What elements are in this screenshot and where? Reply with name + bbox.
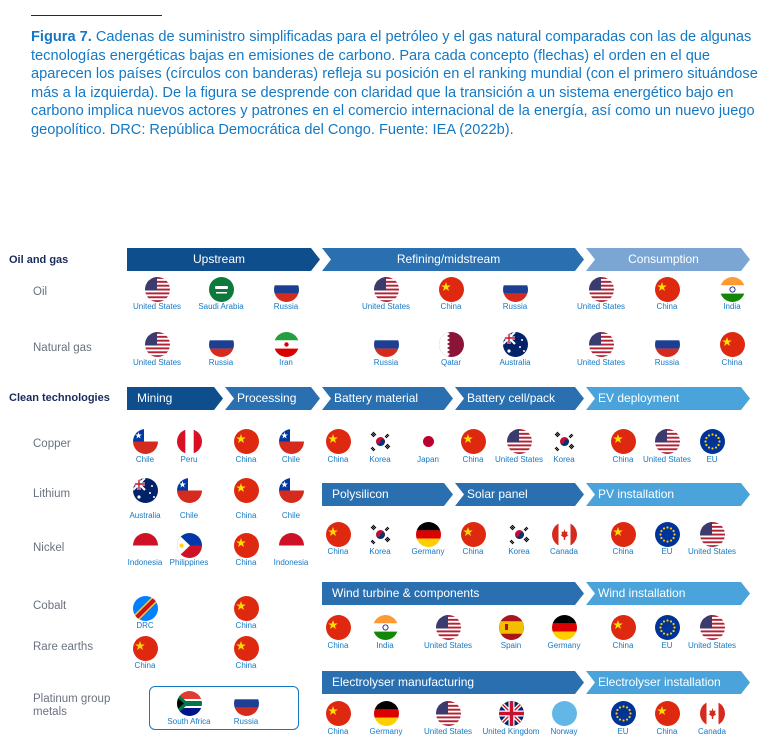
country-label: Korea [369, 547, 391, 556]
flag-us-icon [145, 277, 170, 302]
flag-us-icon [589, 277, 614, 302]
row-label-cobalt: Cobalt [33, 600, 67, 612]
country-label: China [235, 621, 257, 630]
flag-cn-icon [461, 522, 486, 547]
country-label: Norway [550, 727, 578, 736]
country-label: United States [361, 302, 411, 311]
country-label: Spain [500, 641, 522, 650]
country-label: China [327, 455, 349, 464]
flag-eu-icon [655, 522, 680, 547]
chevron-electro-man [322, 671, 584, 694]
figure-caption-text: Cadenas de suministro simplificadas para el petróleo y el gas natural comparadas con las de algunas tecnologías energéticas bajas en emisiones de carbono. Para cada concepto (flechas) el orden en el que aparecen los países (círculos con banderas) refleja su posición en el ranking mundial (con el primero situándose más a la izquierda). De la figura se desprende con claridad que la transición a un sistema energético bajo en carbono implica nuevos actores y patrones en el comercio internacional de la energía, así como un nuevo juego geopolítico. DRC: República Democrática del Congo. Fuente: IEA (2022b). [31, 29, 758, 138]
chevron-label: Processing [237, 391, 297, 405]
country-label: Canada [549, 547, 579, 556]
country-label: India [723, 302, 741, 311]
country-label: Russia [502, 302, 528, 311]
country-label: United States [132, 302, 182, 311]
chevron-solar [455, 483, 584, 506]
country-label: United States [423, 641, 473, 650]
flag-ru-icon [209, 332, 234, 357]
flag-cl-icon [177, 478, 202, 503]
flag-de-icon [552, 615, 577, 640]
flag-id-icon [133, 533, 158, 558]
chevron-wind-comp [322, 582, 584, 605]
flag-eu-icon [655, 615, 680, 640]
chevron-label: Consumption [628, 252, 699, 266]
flag-cn-icon [439, 277, 464, 302]
chevron-battery-material [322, 387, 453, 410]
country-label: Indonesia [127, 558, 163, 567]
flag-kr-icon [552, 429, 577, 454]
row-label-nickel: Nickel [33, 542, 65, 554]
chevron-wind-inst [586, 582, 750, 605]
flag-ru-icon [655, 332, 680, 357]
chevron-label: PV installation [598, 487, 675, 501]
flag-au-icon [133, 478, 158, 503]
flag-cn-icon [326, 615, 351, 640]
flag-cn-icon [326, 522, 351, 547]
flag-sa-icon [209, 277, 234, 302]
flag-au-icon [503, 332, 528, 357]
country-label: China [235, 661, 257, 670]
country-label: Chile [281, 455, 301, 464]
country-label: China [721, 358, 743, 367]
flag-cn-icon [461, 429, 486, 454]
flag-ru-icon [274, 277, 299, 302]
flag-us-icon [700, 522, 725, 547]
flag-cn-icon [234, 636, 259, 661]
country-label: United States [687, 547, 737, 556]
country-label: South Africa [167, 717, 211, 726]
row-label-pgm: Platinum group metals [33, 693, 111, 718]
flag-ca-icon [552, 522, 577, 547]
flag-qa-icon [439, 332, 464, 357]
chevron-label: Wind installation [598, 586, 686, 600]
chevron-label: Upstream [192, 252, 245, 266]
country-label: DRC [136, 621, 154, 630]
country-label: Japan [417, 455, 439, 464]
country-label: Australia [129, 511, 161, 520]
flag-us-icon [700, 615, 725, 640]
country-label: China [327, 641, 349, 650]
flag-de-icon [374, 701, 399, 726]
row-label-copper: Copper [33, 438, 71, 450]
country-label: Russia [208, 358, 234, 367]
row-label-oil: Oil [33, 286, 48, 298]
country-label: Russia [654, 358, 680, 367]
flag-us-icon [436, 615, 461, 640]
country-label: India [376, 641, 394, 650]
country-label: EU [661, 547, 673, 556]
country-label: EU [617, 727, 629, 736]
flag-cl-icon [133, 429, 158, 454]
chevron-label: Battery material [334, 391, 419, 405]
country-label: EU [661, 641, 673, 650]
country-label: China [462, 547, 484, 556]
chevron-ev [586, 387, 750, 410]
flag-cn-icon [234, 596, 259, 621]
chevron-label: EV deployment [598, 391, 680, 405]
country-label: United States [687, 641, 737, 650]
row-label-gas: Natural gas [33, 342, 92, 354]
chevron-label: Solar panel [467, 487, 528, 501]
row-label-lithium: Lithium [33, 488, 71, 500]
country-label: United States [642, 455, 692, 464]
flag-ru-icon [234, 691, 259, 716]
flag-uk-icon [499, 701, 524, 726]
country-label: Korea [553, 455, 575, 464]
country-label: Chile [135, 455, 155, 464]
country-label: China [235, 455, 257, 464]
row-label-rare: Rare earths [33, 641, 94, 653]
country-label: Qatar [440, 358, 461, 367]
country-label: Germany [411, 547, 445, 556]
country-label: Germany [369, 727, 403, 736]
flag-cn-icon [234, 478, 259, 503]
country-label: Philippines [169, 558, 209, 567]
flag-za-icon [177, 691, 202, 716]
chevron-label: Polysilicon [332, 487, 389, 501]
country-label: United States [576, 358, 626, 367]
country-label: Chile [281, 511, 301, 520]
country-label: Peru [180, 455, 198, 464]
flag-pe-icon [177, 429, 202, 454]
flag-cn-icon [326, 701, 351, 726]
country-label: China [612, 547, 634, 556]
flag-id-icon [279, 533, 304, 558]
country-label: China [327, 547, 349, 556]
flag-eu-icon [700, 429, 725, 454]
flag-cn-icon [611, 615, 636, 640]
flag-cn-icon [611, 429, 636, 454]
flag-cn-icon [611, 522, 636, 547]
flag-us-icon [436, 701, 461, 726]
flag-cn-icon [655, 701, 680, 726]
country-label: Germany [547, 641, 581, 650]
flag-us-icon [145, 332, 170, 357]
flag-de-icon [416, 522, 441, 547]
chevron-consumption [586, 248, 750, 271]
chevron-electro-inst [586, 671, 750, 694]
flag-kr-icon [368, 522, 393, 547]
country-label: China [462, 455, 484, 464]
section-clean: Clean technologies [9, 392, 110, 404]
country-label: Indonesia [273, 558, 309, 567]
country-label: Korea [508, 547, 530, 556]
flag-cn-icon [234, 429, 259, 454]
country-label: Saudi Arabia [198, 302, 244, 311]
country-label: China [612, 641, 634, 650]
flag-cn-icon [720, 332, 745, 357]
chevron-battery-cell [455, 387, 584, 410]
country-label: China [235, 511, 257, 520]
country-label: Chile [179, 511, 199, 520]
country-label: United States [494, 455, 544, 464]
figure-label: Figura 7. [31, 29, 92, 45]
flag-us-icon [589, 332, 614, 357]
flag-ph-icon [177, 533, 202, 558]
flag-cl-icon [279, 429, 304, 454]
flag-in-icon [720, 277, 745, 302]
flag-us-icon [374, 277, 399, 302]
chevron-polysilicon [322, 483, 453, 506]
country-label: China [327, 727, 349, 736]
country-label: China [235, 558, 257, 567]
flag-in-icon [373, 615, 398, 640]
chevron-label: Electrolyser installation [598, 675, 721, 689]
chevron-label: Mining [137, 391, 173, 405]
chevron-label: Battery cell/pack [467, 391, 556, 405]
flag-jp-icon [416, 429, 441, 454]
flag-cd-icon [133, 596, 158, 621]
country-label: Australia [499, 358, 531, 367]
country-label: China [656, 302, 678, 311]
country-label: United States [423, 727, 473, 736]
country-label: United States [132, 358, 182, 367]
country-label: China [440, 302, 462, 311]
country-label: Russia [373, 358, 399, 367]
country-label: China [656, 727, 678, 736]
country-label: Korea [369, 455, 391, 464]
flag-ru-icon [503, 277, 528, 302]
flag-es-icon [499, 615, 524, 640]
flag-kr-icon [507, 522, 532, 547]
flag-cn-icon [133, 636, 158, 661]
chevron-pv [586, 483, 750, 506]
chevron-upstream [127, 248, 320, 271]
flag-cl-icon [279, 478, 304, 503]
flag-cn-icon [234, 533, 259, 558]
country-label: United States [576, 302, 626, 311]
flag-us-icon [655, 429, 680, 454]
chevron-label: Wind turbine & components [332, 586, 480, 600]
chevron-label: Electrolyser manufacturing [332, 675, 475, 689]
flag-us-icon [507, 429, 532, 454]
country-label: United Kingdom [482, 727, 540, 736]
country-label: China [612, 455, 634, 464]
flag-eu-icon [611, 701, 636, 726]
country-label: Iran [279, 358, 293, 367]
chevron-refining [322, 248, 584, 271]
flag-ir-icon [274, 332, 299, 357]
chevron-mining [127, 387, 223, 410]
country-label: Canada [697, 727, 727, 736]
chevron-processing [225, 387, 320, 410]
flag-ca-icon [700, 701, 725, 726]
chevron-label: Refining/midstream [396, 252, 501, 266]
flag-cn-icon [655, 277, 680, 302]
flag-ru-icon [374, 332, 399, 357]
country-label: Russia [233, 717, 259, 726]
flag-cn-icon [326, 429, 351, 454]
flag-no-icon [552, 701, 577, 726]
country-label: Russia [273, 302, 299, 311]
flag-kr-icon [368, 429, 393, 454]
section-oil-gas: Oil and gas [9, 254, 69, 266]
country-label: EU [706, 455, 718, 464]
country-label: China [134, 661, 156, 670]
